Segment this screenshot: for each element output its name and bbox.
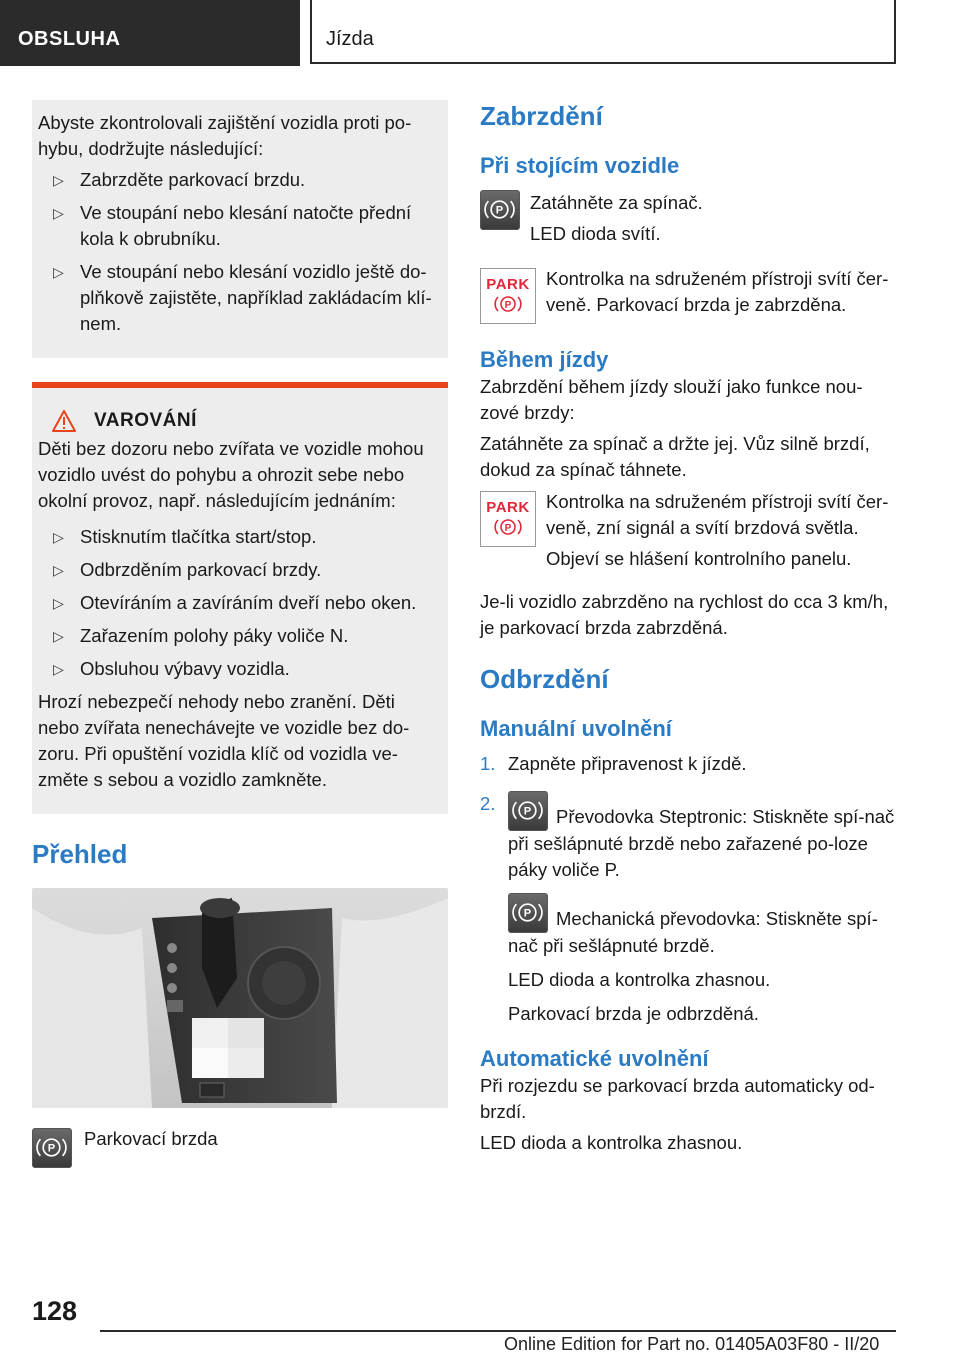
- svg-text:P: P: [504, 523, 512, 534]
- driving-message-text: Objeví se hlášení kontrolního panelu.: [546, 548, 852, 569]
- svg-text:P: P: [504, 300, 512, 311]
- intro-list: [38, 167, 440, 337]
- section-tab: [0, 0, 300, 66]
- release-steps: [480, 751, 900, 883]
- triangle-bullet-icon: ▷: [53, 562, 64, 578]
- standing-indicator-row: [480, 268, 900, 324]
- braking-heading: Zabrzdění: [480, 101, 603, 131]
- intro-text: Abyste zkontrolovali zajištění vozidla proti po-hybu, dodržujte následující:: [38, 112, 412, 159]
- standing-indicator-text: Kontrolka na sdruženém přístroji svítí čer-veně. Parkovací brzda je zabrzděna.: [546, 268, 889, 315]
- led-off-text: LED dioda a kontrolka zhasnou.: [508, 969, 771, 990]
- auto-release-heading: Automatické uvolnění: [480, 1046, 709, 1071]
- driving-text-1: Zabrzdění během jízdy slouží jako funkce nou-zové brzdy:: [480, 376, 863, 423]
- manual-gearbox-text: P Mechanická převodovka: Stiskněte spí-nač při sešlápnuté brzdě.: [508, 893, 900, 959]
- overview-heading: Přehled: [32, 839, 128, 869]
- page-header: [0, 0, 960, 66]
- svg-text:P: P: [495, 204, 504, 217]
- triangle-bullet-icon: ▷: [53, 264, 64, 280]
- list-item: ▷ Zařazením polohy páky voliče N.: [38, 623, 440, 649]
- warning-box: [32, 382, 448, 814]
- standing-heading: Při stojícím vozidle: [480, 153, 680, 178]
- svg-text:P: P: [523, 907, 532, 920]
- driving-heading: Během jízdy: [480, 347, 609, 372]
- left-column: [32, 100, 448, 1168]
- center-console-image: [32, 888, 448, 1108]
- intro-box: [32, 100, 448, 358]
- driving-indicator-row: [480, 491, 900, 577]
- released-text: Parkovací brzda je odbrzděná.: [508, 1003, 759, 1024]
- warning-triangle-icon: [52, 410, 76, 432]
- list-item: ▷ Odbrzděním parkovací brzdy.: [38, 557, 440, 583]
- parking-brake-switch-icon: [508, 791, 548, 831]
- triangle-bullet-icon: ▷: [53, 595, 64, 611]
- list-item: ▷ Obsluhou výbavy vozidla.: [38, 656, 440, 682]
- warning-list: [38, 524, 440, 682]
- list-item: ▷ Zabrzděte parkovací brzdu.: [38, 167, 440, 193]
- svg-text:P: P: [47, 1142, 56, 1155]
- warning-title: VAROVÁNÍ: [94, 410, 197, 431]
- chapter-box: [310, 0, 896, 64]
- triangle-bullet-icon: ▷: [53, 661, 64, 677]
- parking-brake-switch-icon: [480, 190, 520, 230]
- chapter-title: Jízda: [326, 28, 374, 50]
- list-item: ▷ Ve stoupání nebo klesání natočte přední kola k obrubníku.: [53, 202, 412, 249]
- edition-text: Online Edition for Part no. 01405A03F80 - II/20: [504, 1334, 880, 1354]
- parking-brake-switch-icon: [32, 1128, 72, 1168]
- right-column: [480, 100, 900, 1161]
- auto-led-off-text: LED dioda a kontrolka zhasnou.: [480, 1132, 743, 1153]
- warning-footer-text: Hrozí nebezpečí nehody nebo zranění. Děti nebo zvířata nenechávejte ve vozidle bez do-zoru. Při opuštění vozidla klíč od vozidla ve-změte s sebou a vozidlo zamkněte.: [38, 691, 410, 790]
- park-indicator-icon: PARK P: [480, 491, 536, 547]
- driving-text-2: Zatáhněte za spínač a držte jej. Vůz silně brzdí, dokud za spínač táhnete.: [480, 433, 870, 480]
- triangle-bullet-icon: ▷: [53, 529, 64, 545]
- list-item: ▷ Otevíráním a zavíráním dveří nebo oken.: [38, 590, 440, 616]
- section-title: OBSLUHA: [18, 28, 121, 50]
- triangle-bullet-icon: ▷: [53, 205, 64, 221]
- list-item: 2. P Převodovka Steptronic: Stiskněte spí-nač při sešlápnuté brzdě nebo zařazené po-loze páky voliče P.: [480, 793, 895, 880]
- warning-text: Děti bez dozoru nebo zvířata ve vozidle mohou vozidlo uvést do pohybu a ohrozit sebe nebo okolní provoz, např. následujícím jednáním:: [38, 438, 424, 511]
- standing-switch-row: [480, 190, 900, 252]
- warning-header: [38, 388, 440, 432]
- triangle-bullet-icon: ▷: [53, 628, 64, 644]
- footer-divider: [100, 1330, 896, 1332]
- standing-line-2: LED dioda svítí.: [530, 223, 661, 244]
- manual-release-heading: Manuální uvolnění: [480, 716, 672, 741]
- list-item: 1. Zapněte připravenost k jízdě.: [480, 753, 747, 774]
- triangle-bullet-icon: ▷: [53, 172, 64, 188]
- release-heading: Odbrzdění: [480, 664, 609, 694]
- overview-caption: Parkovací brzda: [84, 1128, 218, 1149]
- standing-line-1: Zatáhněte za spínač.: [530, 192, 703, 213]
- park-indicator-icon: PARK P: [480, 268, 536, 324]
- auto-release-text: Při rozjezdu se parkovací brzda automaticky od-brzdí.: [480, 1075, 875, 1122]
- page-number: 128: [32, 1296, 78, 1326]
- parking-brake-switch-icon: [508, 893, 548, 933]
- list-item: ▷ Stisknutím tlačítka start/stop.: [38, 524, 440, 550]
- driving-text-3: Je-li vozidlo zabrzděno na rychlost do cca 3 km/h, je parkovací brzda zabrzděná.: [480, 591, 889, 638]
- svg-text:P: P: [523, 805, 532, 818]
- driving-indicator-text: Kontrolka na sdruženém přístroji svítí čer-veně, zní signál a svítí brzdová světla.: [546, 491, 889, 538]
- overview-caption-row: [32, 1128, 448, 1168]
- list-item: ▷ Ve stoupání nebo klesání vozidlo ještě do-plňkově zajistěte, například zakládacím klí-nem.: [53, 261, 432, 334]
